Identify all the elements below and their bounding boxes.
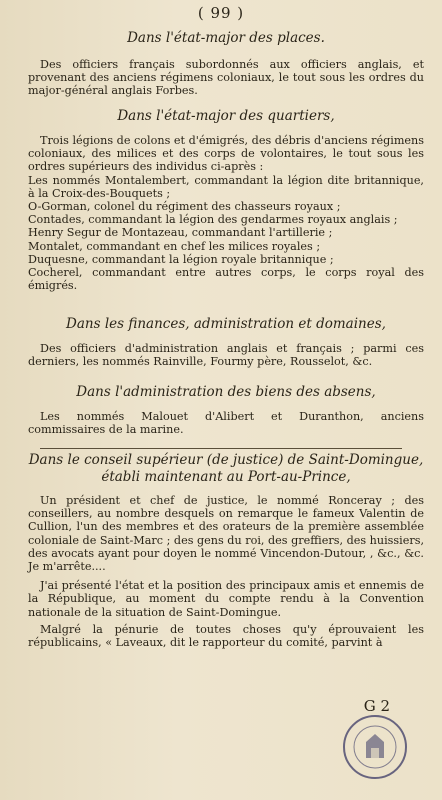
- section-heading: Dans l'administration des biens des absens,: [76, 384, 376, 400]
- page-number: ( 99 ): [197, 4, 245, 22]
- paragraph: Trois légions de colons et d'émigrés, des débris d'anciens régimens coloniaux, des milices et des corps de volontaires, le tout sous les ordres supérieurs des individus ci-après :: [28, 134, 424, 174]
- section-finances: [28, 316, 424, 333]
- paragraph: Les nommés Malouet d'Alibert et Duranthon, anciens commissaires de la marine.: [28, 410, 424, 437]
- section-body: [28, 494, 424, 649]
- paragraph: Les nommés Montalembert, commandant la légion dite britannique, à la Croix-des-Bouquets ;: [28, 173, 424, 200]
- section-heading: Dans l'état-major des places.: [127, 30, 325, 46]
- library-stamp: [340, 712, 410, 782]
- section-body: [28, 342, 424, 368]
- section-conseil-superieur: [28, 452, 424, 486]
- divider: [40, 448, 402, 449]
- paragraph: Contades, commandant la légion des gendarmes royaux anglais ;: [28, 213, 398, 227]
- paragraph: Cocherel, commandant entre autres corps, le corps royal des émigrés.: [28, 266, 424, 293]
- paragraph: Un président et chef de justice, le nommé Ronceray ; des conseillers, au nombre desquels on remarque le fameux Valentin de Cullion, l'un des membres et des orateurs de la première assemblée coloniale de Saint-Marc ; des gens du roi, des greffiers, des huissiers, des avocats ayant pour doyen le nommé Vincendon-Dutour, , &c., &c. Je m'arrête....: [28, 494, 424, 574]
- section-heading: Dans les finances, administration et domaines,: [66, 316, 386, 332]
- section-heading: Dans le conseil supérieur (de justice) de Saint-Domingue, établi maintenant au Port-au-Prince,: [28, 452, 424, 485]
- paragraph: Duquesne, commandant la légion royale britannique ;: [28, 252, 334, 266]
- section-heading: Dans l'état-major des quartiers,: [117, 108, 335, 124]
- section-etat-major-quartiers: [28, 108, 424, 125]
- paragraph: Henry Segur de Montazeau, commandant l'artillerie ;: [28, 226, 333, 240]
- section-biens-absens: [28, 384, 424, 401]
- section-etat-major-places: [28, 30, 424, 47]
- signature-mark: G 2: [363, 697, 390, 715]
- paragraph: Des officiers français subordonnés aux officiers anglais, et provenant des anciens régimens coloniaux, le tout sous les ordres du major-général anglais Forbes.: [28, 58, 424, 98]
- section-body: [28, 58, 424, 98]
- section-body: [28, 134, 424, 292]
- paragraph: O-Gorman, colonel du régiment des chasseurs royaux ;: [28, 200, 341, 214]
- paragraph: J'ai présenté l'état et la position des principaux amis et ennemis de la République, au moment du compte rendu à la Convention nationale de la situation de Saint-Domingue.: [28, 579, 424, 619]
- section-body: [28, 410, 424, 436]
- paragraph: Montalet, commandant en chef les milices royales ;: [28, 239, 321, 253]
- paragraph: Malgré la pénurie de toutes choses qu'y éprouvaient les républicains, « Laveaux, dit le rapporteur du comité, parvint à: [28, 622, 424, 650]
- paragraph: Des officiers d'administration anglais et français ; parmi ces derniers, les nommés Rainville, Fourmy père, Rousselot, &c.: [28, 342, 424, 369]
